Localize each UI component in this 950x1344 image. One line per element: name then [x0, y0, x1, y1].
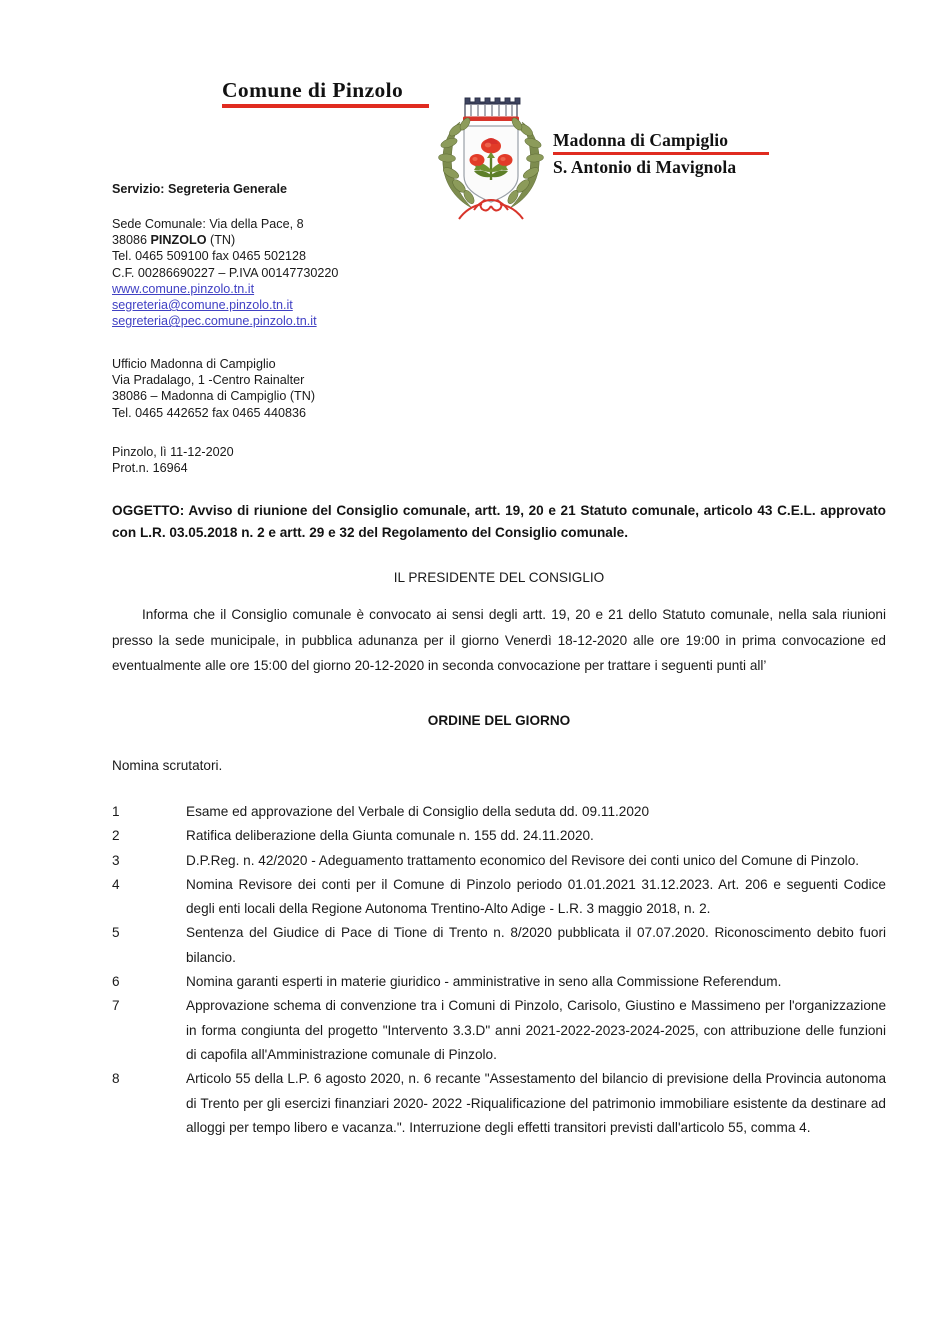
campiglio-phone: Tel. 0465 442652 fax 0465 440836 [112, 405, 306, 420]
address-block-main [112, 216, 338, 329]
agenda-item-number: 8 [112, 1071, 120, 1087]
agenda-list [112, 800, 886, 1140]
agenda-item-text: Nomina garanti esperti in materie giuridico - amministrative in seno alla Commissione Referendum. [186, 974, 782, 990]
agenda-item [112, 970, 886, 994]
agenda-item-text: Ratifica deliberazione della Giunta comunale n. 155 dd. 24.11.2020. [186, 828, 594, 844]
agenda-item-text: Approvazione schema di convenzione tra i Comuni di Pinzolo, Carisolo, Giustino e Massimeno per l'organizzazione in forma congiunta del progetto "Intervento 3.3.D" anni 2021-2022-2023-2024-2025, con attribuzione delle funzioni di capofila all'Amministrazione comunale di Pinzolo. [186, 998, 886, 1062]
convocation-paragraph: Informa che il Consiglio comunale è convocato ai sensi degli artt. 19, 20 e 21 dello Statuto comunale, nella sala riunioni presso la sede municipale, in pubblica adunanza per il giorno Venerdì 18-12-2020 alle ore 19:00 in prima convocazione ed eventualmente alle ore 15:00 del giorno 20-12-2020 in seconda convocazione per trattare i seguenti punti all’ [112, 607, 886, 673]
protocol-number: Prot.n. 16964 [112, 461, 188, 476]
agenda-item [112, 873, 886, 922]
agenda-item [112, 800, 886, 824]
letterhead-right [553, 130, 793, 178]
agenda-item [112, 824, 886, 848]
campiglio-street: Via Pradalago, 1 -Centro Rainalter [112, 373, 305, 388]
agenda-item-text: Nomina Revisore dei conti per il Comune di Pinzolo periodo 01.01.2021 31.12.2023. Art. 206 e seguenti Codice degli enti locali della Regione Autonoma Trentino-Alto Adige - L.R. 3 maggio 2018, n. 2. [186, 876, 886, 917]
address-street: Sede Comunale: Via della Pace, 8 [112, 217, 304, 231]
address-city-line [112, 232, 338, 248]
agenda-item-text: Articolo 55 della L.P. 6 agosto 2020, n. 6 recante "Assestamento del bilancio di previsione della Provincia autonoma di Trento per gli esercizi finanziari 2020- 2022 -Riqualificazione del patrimonio immobiliare esistente da destinare ad alloggi per tempo libero e vacanza.". Interruzione degli effetti transitori previsti dall'articolo 55, comma 4. [186, 1071, 886, 1135]
address-tax-codes: C.F. 00286690227 – P.IVA 00147730220 [112, 265, 339, 280]
agenda-item-number: 2 [112, 828, 120, 844]
agenda-item-number: 4 [112, 876, 120, 892]
agenda-item [112, 921, 886, 970]
agenda-item-text: Esame ed approvazione del Verbale di Consiglio della seduta dd. 09.11.2020 [186, 804, 650, 819]
agenda-preamble: Nomina scrutatori. [112, 758, 223, 773]
protocol-block [112, 444, 234, 476]
service-label: Servizio: Segreteria Generale [112, 182, 287, 196]
municipality-name: Comune di Pinzolo [222, 78, 404, 102]
email-link[interactable]: segreteria@comune.pinzolo.tn.it [112, 298, 293, 313]
address-city: PINZOLO [150, 233, 207, 248]
agenda-item-text: D.P.Reg. n. 42/2020 - Adeguamento trattamento economico del Revisore dei conti unico del Comune di Pinzolo. [186, 852, 860, 868]
president-heading: IL PRESIDENTE DEL CONSIGLIO [393, 570, 605, 585]
letterhead-left [222, 78, 432, 108]
letterhead [0, 40, 950, 190]
red-rule-left [222, 104, 429, 108]
address-province: (TN) [206, 233, 236, 248]
campiglio-office-name: Ufficio Madonna di Campiglio [112, 357, 276, 371]
agenda-heading: ORDINE DEL GIORNO [427, 713, 571, 728]
agenda-item-number: 6 [112, 974, 120, 990]
agenda-item [112, 994, 886, 1067]
place-and-date: Pinzolo, lì 11-12-2020 [112, 445, 234, 459]
website-link[interactable]: www.comune.pinzolo.tn.it [112, 281, 255, 296]
agenda-item [112, 1067, 886, 1140]
pec-email-link[interactable]: segreteria@pec.comune.pinzolo.tn.it [112, 314, 317, 329]
address-phone: Tel. 0465 509100 fax 0465 502128 [112, 249, 306, 264]
campiglio-city: 38086 – Madonna di Campiglio (TN) [112, 389, 316, 404]
agenda-item-number: 3 [112, 852, 120, 868]
subject-line: OGGETTO: Avviso di riunione del Consiglio comunale, artt. 19, 20 e 21 Statuto comunale, articolo 43 C.E.L. approvato con L.R. 03.05.2018 n. 2 e artt. 29 e 32 del Regolamento del Consiglio comunale. [112, 503, 886, 540]
frazione-name-campiglio: Madonna di Campiglio [553, 130, 729, 150]
agenda-item-number: 7 [112, 998, 120, 1014]
address-block-campiglio [112, 356, 315, 421]
agenda-item [112, 849, 886, 873]
agenda-item-text: Sentenza del Giudice di Pace di Tione di Trento n. 8/2020 pubblicata il 07.07.2020. Riconoscimento debito fuori bilancio. [186, 925, 886, 965]
address-postcode: 38086 [112, 233, 151, 248]
frazione-name-mavignola: S. Antonio di Mavignola [553, 157, 737, 177]
agenda-item-number: 1 [112, 804, 120, 819]
red-rule-right [553, 152, 769, 155]
coat-of-arms-icon [432, 88, 550, 223]
agenda-item-number: 5 [112, 925, 120, 941]
